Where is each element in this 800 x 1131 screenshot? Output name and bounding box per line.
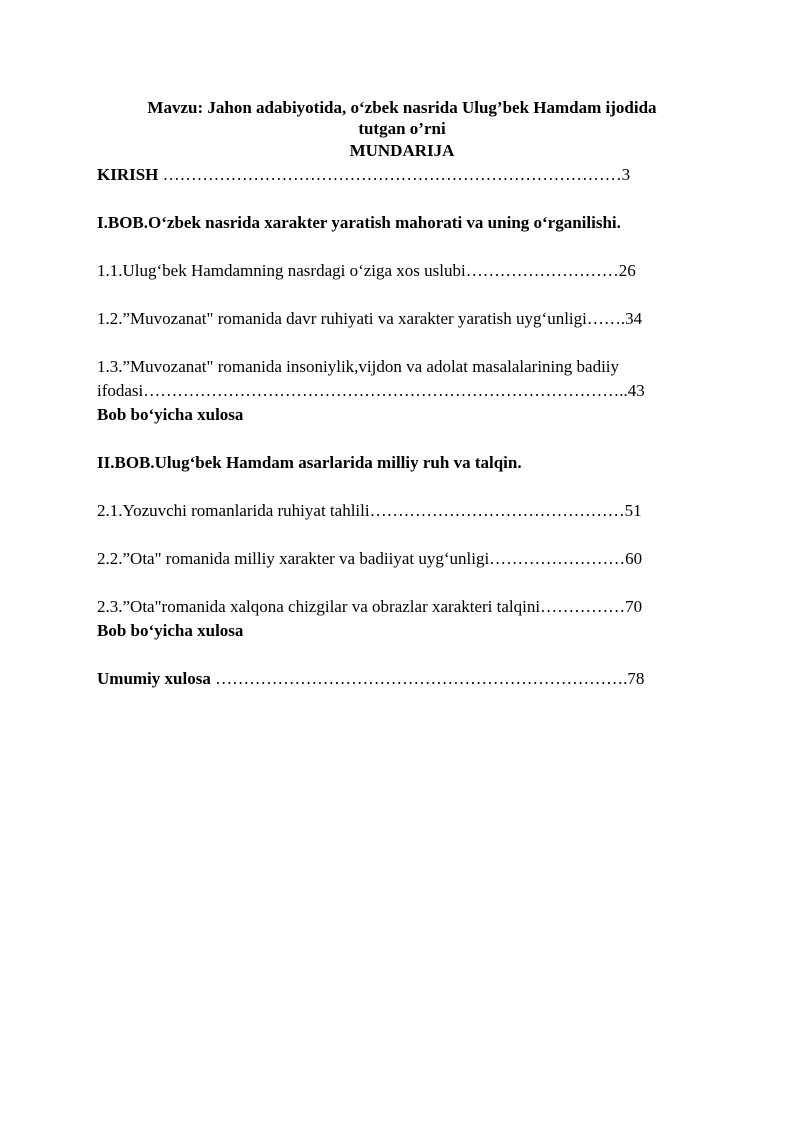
document-page [97, 97, 707, 691]
toc-entry-2-2: 2.2.”Ota" romanida milliy xarakter va badiiyat uyg‘unligi……………………60 [97, 549, 643, 568]
toc-chapter-2-title: II.BOB.Ulug‘bek Hamdam asarlarida milliy ruh va talqin. [97, 453, 522, 472]
toc-entry-conclusion-leader: ……………………………………………………………….78 [210, 669, 645, 688]
toc-entry-kirish-leader: ………………………………………………………………………3 [158, 165, 631, 184]
toc-entry-conclusion [97, 667, 707, 691]
spacer [97, 427, 707, 451]
toc-entry-conclusion-label: Umumiy xulosa [97, 669, 211, 688]
toc-entry-2-3: 2.3.”Ota"romanida xalqona chizgilar va obrazlar xarakteri talqini……………70 [97, 597, 643, 616]
spacer [97, 523, 707, 547]
document-title-line-1: Mavzu: Jahon adabiyotida, o‘zbek nasrida Ulug’bek Hamdam ijodida [147, 98, 657, 117]
toc-chapter-1-summary: Bob bo‘yicha xulosa [97, 405, 244, 424]
toc-entry-kirish [97, 163, 707, 187]
toc-chapter-2-summary: Bob bo‘yicha xulosa [97, 621, 244, 640]
toc-entry-1-1: 1.1.Ulug‘bek Hamdamning nasrdagi o‘ziga xos uslubi………………………26 [97, 261, 636, 280]
toc-entry-kirish-label: KIRISH [97, 165, 159, 184]
toc-entry-1-2: 1.2.”Muvozanat" romanida davr ruhiyati va xarakter yaratish uyg‘unligi…….34 [97, 309, 643, 328]
spacer [97, 187, 707, 211]
document-title-line-2: tutgan o’rni [358, 119, 446, 138]
toc-entry-2-1: 2.1.Yozuvchi romanlarida ruhiyat tahlili………………………………………51 [97, 501, 642, 520]
spacer [97, 235, 707, 259]
spacer [97, 571, 707, 595]
toc-entry-1-3-line-2: ifodasi…………………………………………………………………………..43 [97, 381, 645, 400]
toc-heading: MUNDARIJA [349, 141, 455, 160]
spacer [97, 283, 707, 307]
spacer [97, 475, 707, 499]
toc-chapter-1-title: I.BOB.O‘zbek nasrida xarakter yaratish mahorati va uning o‘rganilishi. [97, 213, 621, 232]
toc-entry-1-3-line-1: 1.3.”Muvozanat" romanida insoniylik,vijdon va adolat masalalarining badiiy [97, 357, 620, 376]
spacer [97, 331, 707, 355]
spacer [97, 643, 707, 667]
